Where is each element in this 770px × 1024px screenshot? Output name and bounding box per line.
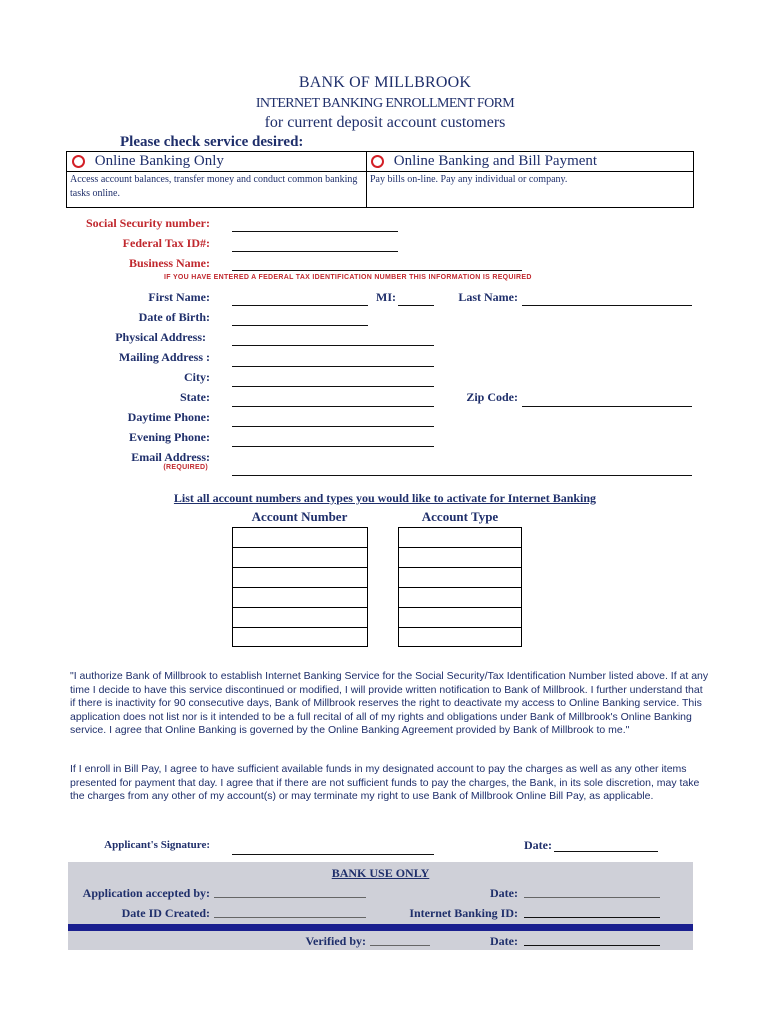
accounts-heading: List all account numbers and types you would like to activate for Internet Banking [173,491,597,505]
tax-id-field[interactable] [232,251,398,252]
verified-date-label: Date: [490,934,518,948]
account-type-cell[interactable] [398,527,522,548]
verified-by-field[interactable] [370,945,430,946]
physical-address-label: Physical Address: [115,330,206,344]
mailing-address-label: Mailing Address : [118,350,210,364]
account-type-cell[interactable] [398,547,522,568]
city-field[interactable] [232,386,434,387]
signature-date-label: Date: [524,838,552,852]
authorization-paragraph: "I authorize Bank of Millbrook to establish Internet Banking Service for the Social Security/Tax Identification Number listed above. If at any time I decide to have this service discontinued or modified, I will provide written notification to Bank of Millbrook. I further understand that if there is inactivity for 90 consecutive days, Bank of Millbrook reserves the right to deactivate my access to Online Banking service. This application does not list nor is it intended to be a full recital of all of my rights and obligations under Bank of Millbrook's Online Banking service. I agree that Online Banking is governed by the Online Banking Agreement provided by Bank of Millbrook to me." [70,670,709,736]
bank-use-bar [68,924,693,931]
zip-field[interactable] [522,406,692,407]
tax-id-label: Federal Tax ID#: [122,236,210,250]
bank-use-heading: BANK USE ONLY [331,866,430,880]
account-type-cell[interactable] [398,567,522,588]
signature-field[interactable] [232,854,434,855]
state-label: State: [180,390,210,404]
last-name-field[interactable] [522,305,692,306]
tax-id-note: IF YOU HAVE ENTERED A FEDERAL TAX IDENTIFICATION NUMBER THIS INFORMATION IS REQUIRED [164,274,532,281]
bank-date-label: Date: [490,886,518,900]
verified-by-label: Verified by: [305,934,366,948]
form-subtitle: for current deposit account customers [264,114,506,131]
signature-date-field[interactable] [554,851,658,852]
first-name-field[interactable] [232,305,368,306]
account-type-cell[interactable] [398,587,522,608]
account-type-cell[interactable] [398,607,522,628]
account-number-cell[interactable] [232,627,368,647]
account-type-header: Account Type [421,509,499,524]
date-id-created-field[interactable] [214,917,366,918]
signature-label: Applicant's Signature: [104,839,210,851]
mailing-address-field[interactable] [232,366,434,367]
account-number-cell[interactable] [232,587,368,608]
mi-label: MI: [376,290,396,304]
account-type-cell[interactable] [398,627,522,647]
bank-date-field[interactable] [524,897,660,898]
ssn-label: Social Security number: [86,216,210,230]
zip-label: Zip Code: [466,390,518,404]
email-label: Email Address: [131,450,210,464]
evening-phone-label: Evening Phone: [128,430,210,444]
service-prompt: Please check service desired: [120,134,304,150]
city-label: City: [184,370,210,384]
option-label: Online Banking Only [94,153,224,169]
evening-phone-field[interactable] [232,446,434,447]
option-description: Pay bills on-line. Pay any individual or company. [370,174,568,185]
account-number-cell[interactable] [232,567,368,588]
option-description: Access account balances, transfer money and conduct common banking tasks online. [70,174,358,199]
physical-address-field[interactable] [232,345,434,346]
mi-field[interactable] [398,305,434,306]
dob-field[interactable] [232,325,368,326]
email-required-note: (REQUIRED) [163,464,208,471]
radio-circle-icon[interactable] [72,155,85,168]
daytime-phone-field[interactable] [232,426,434,427]
email-field[interactable] [232,475,692,476]
account-number-header: Account Number [251,509,348,524]
form-title: INTERNET BANKING ENROLLMENT FORM [255,96,515,111]
service-row-divider [66,171,693,172]
bill-pay-paragraph: If I enroll in Bill Pay, I agree to have sufficient available funds in my designated account to pay the charges as well as any other items presented for payment that day. I agree that if there are not sufficient funds to pay the charges, the Bank, in its sole discretion, may take the charges from any other of my account(s) or may terminate my right to use Bank of Millbrook Online Bill Pay, as applicable. [70,763,700,802]
last-name-label: Last Name: [458,290,518,304]
verified-date-field[interactable] [524,945,660,946]
account-number-cell[interactable] [232,527,368,548]
accepted-by-field[interactable] [214,897,366,898]
state-field[interactable] [232,406,434,407]
internet-banking-id-field[interactable] [524,917,660,918]
business-name-field[interactable] [232,270,522,271]
date-id-created-label: Date ID Created: [121,906,210,920]
option-online-banking[interactable] [72,153,224,170]
account-number-cell[interactable] [232,607,368,628]
radio-circle-icon[interactable] [371,155,384,168]
daytime-phone-label: Daytime Phone: [127,410,210,424]
bank-name: BANK OF MILLBROOK [298,74,472,91]
service-divider [366,151,367,207]
option-label: Online Banking and Bill Payment [393,153,598,169]
first-name-label: First Name: [148,290,210,304]
accepted-by-label: Application accepted by: [82,886,210,900]
account-number-cell[interactable] [232,547,368,568]
dob-label: Date of Birth: [138,310,210,324]
business-name-label: Business Name: [128,256,210,270]
internet-banking-id-label: Internet Banking ID: [409,906,518,920]
option-bill-payment[interactable] [371,153,597,170]
ssn-field[interactable] [232,231,398,232]
